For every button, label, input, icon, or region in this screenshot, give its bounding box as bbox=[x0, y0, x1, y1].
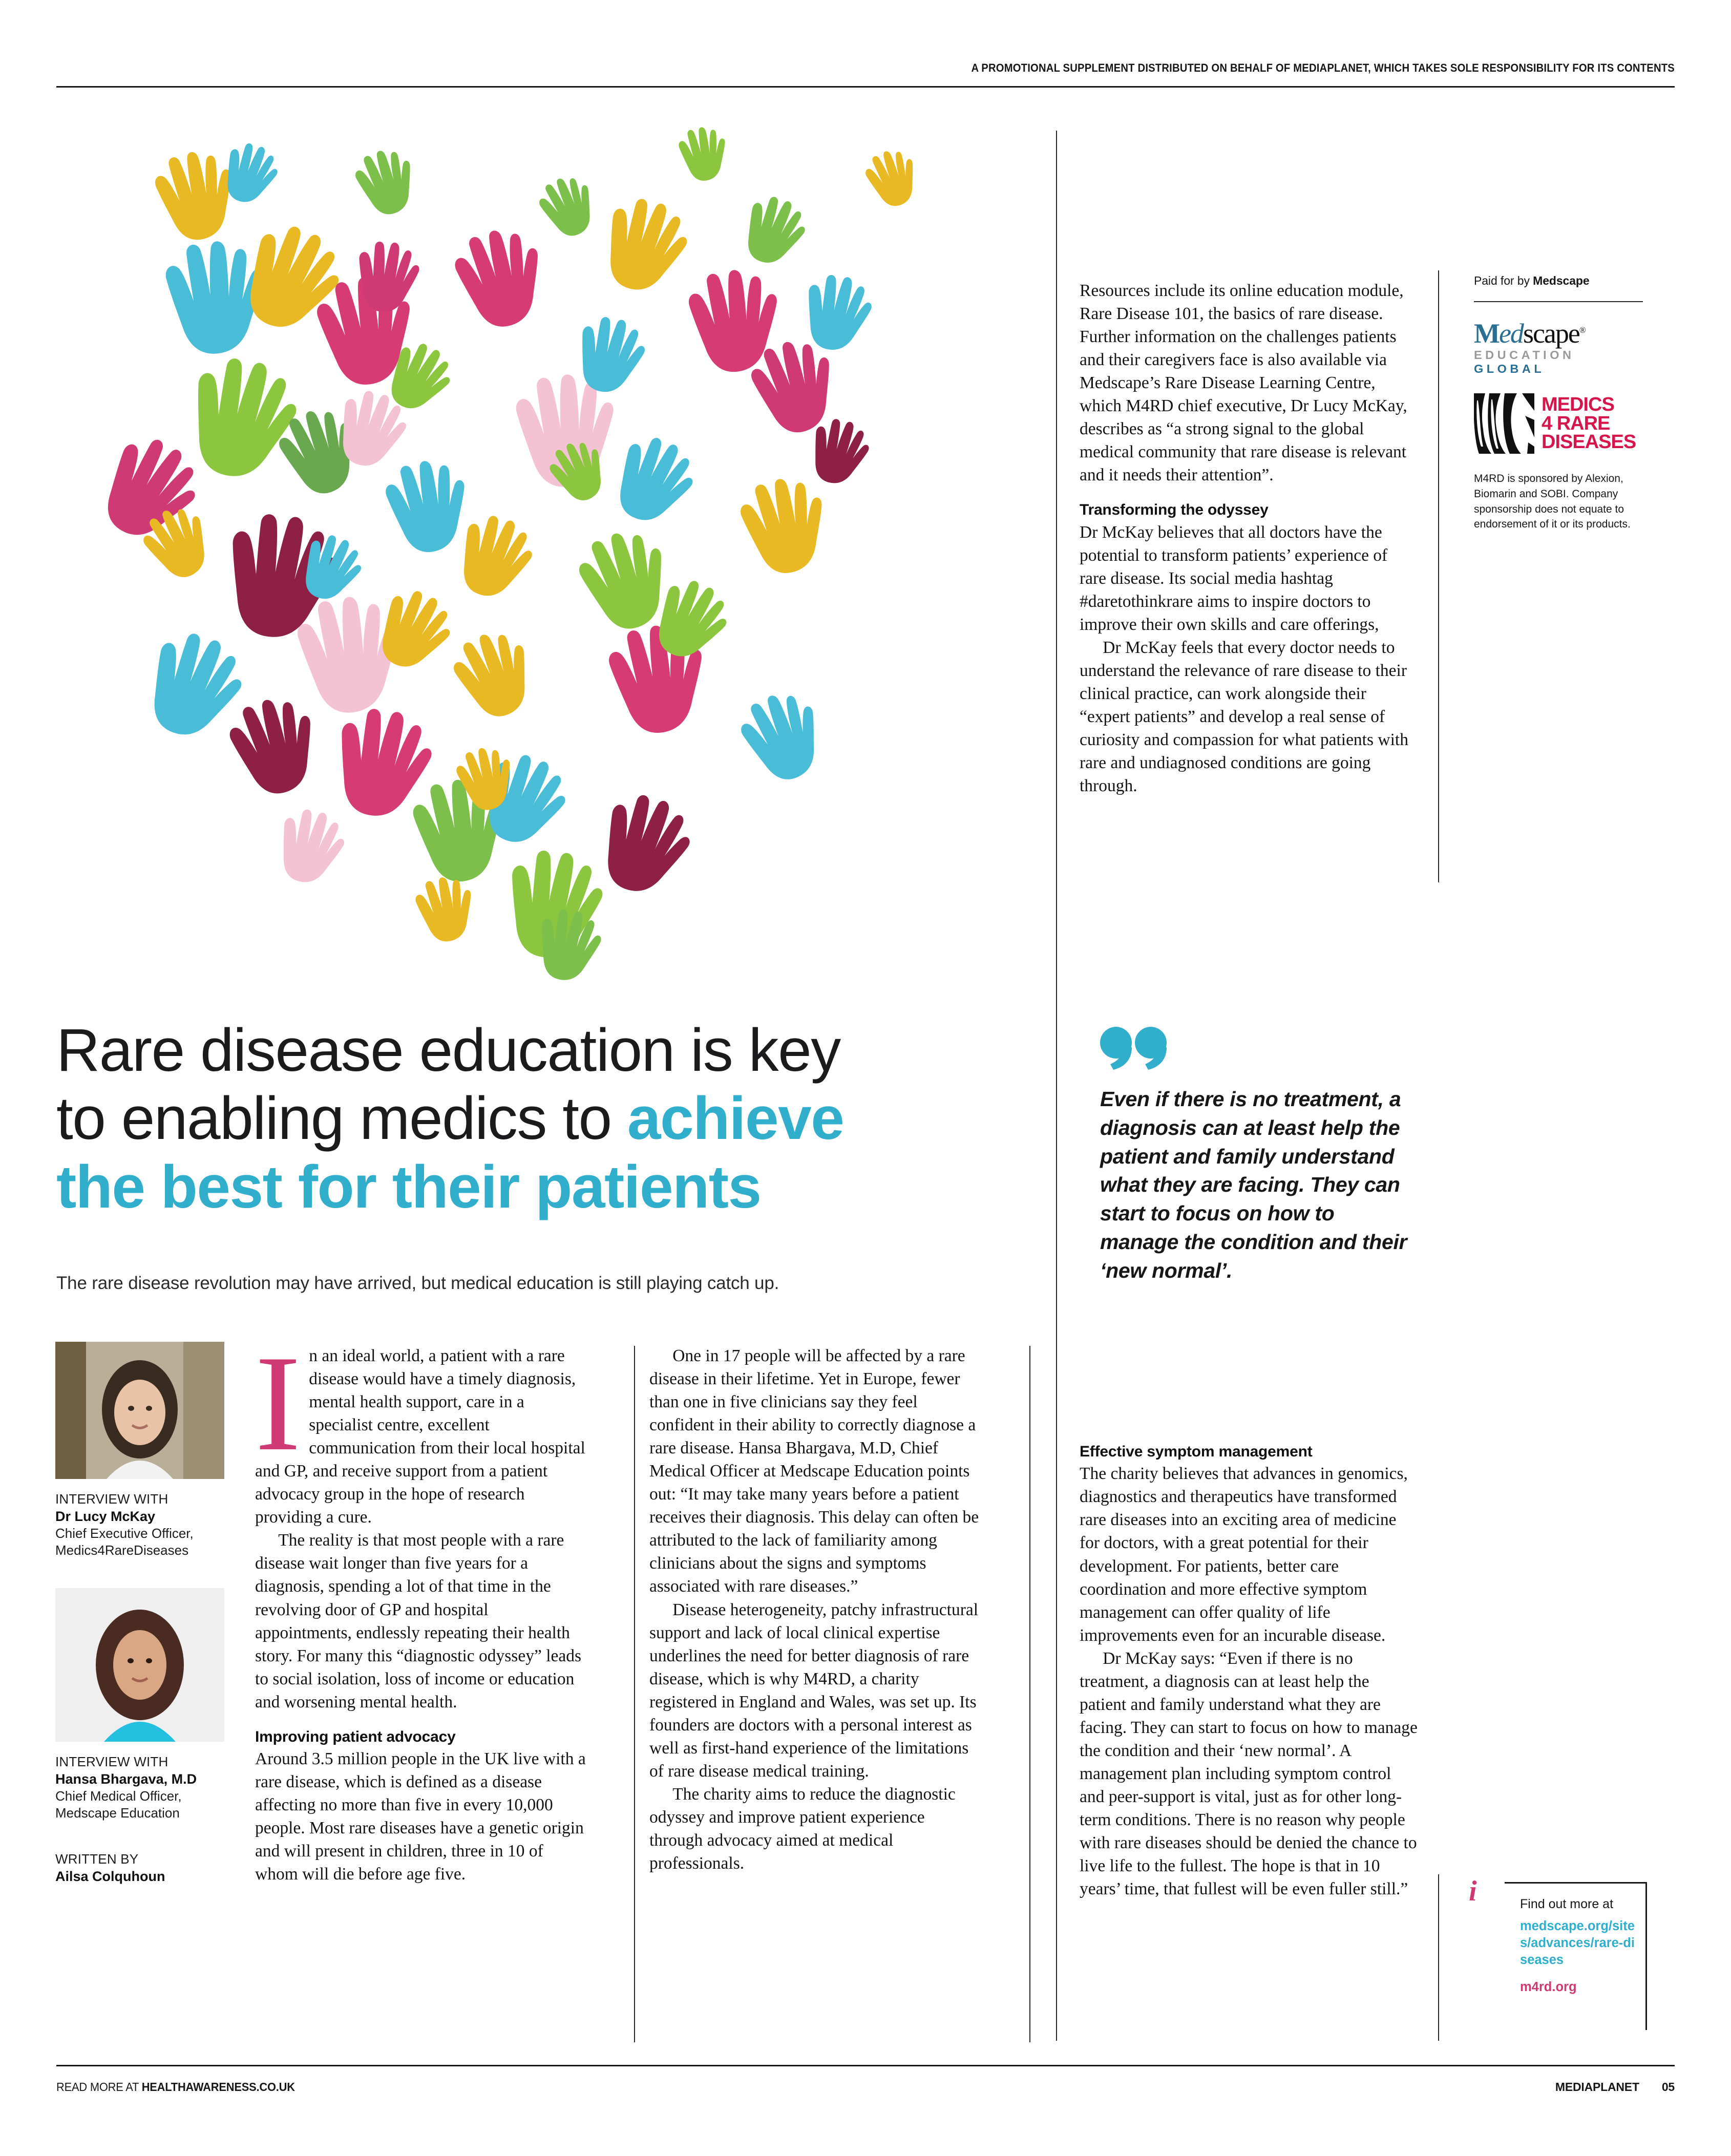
paragraph bbox=[255, 1327, 587, 1529]
sponsor-rail bbox=[1474, 274, 1643, 532]
top-disclaimer-bar bbox=[56, 61, 1675, 88]
writer-name: Ailsa Colquhoun bbox=[55, 1868, 165, 1884]
sponsor-divider-bottom bbox=[1438, 1874, 1439, 2041]
body-column-1 bbox=[255, 1327, 587, 1886]
footer-divider bbox=[56, 2065, 1675, 2066]
paragraph: The charity aims to reduce the diagnostic odyssey and improve patient experience through advocacy aimed at medical professionals. bbox=[649, 1784, 956, 1873]
column-divider-2 bbox=[1029, 1346, 1030, 2042]
paragraph: The charity believes that advances in genomics, diagnostics and therapeutics have transformed rare diseases into an exciting area of medicine for doctors, with a great potential for their development. For patients, better care coordination and more effective symptom management can offer quality of life improvements even for an incurable disease. bbox=[1080, 1464, 1408, 1645]
medscape-global-word: GLOBAL bbox=[1474, 362, 1545, 375]
interview-with-label-1: INTERVIEW WITH bbox=[55, 1491, 168, 1507]
m4rd-line-3: DISEASES bbox=[1542, 431, 1636, 453]
interviewee-role-1-line2: Medics4RareDiseases bbox=[55, 1542, 189, 1558]
body-column-3 bbox=[1080, 279, 1412, 797]
avatar-hansa-bhargava bbox=[55, 1588, 224, 1742]
paragraph-text: n an ideal world, a patient with a rare disease would have a timely diagnosis, mental health support, care in a specialist centre, excellent communication from their local hospital and GP, and receive support from a patient advocacy group in the hope of research providing a cure. bbox=[255, 1346, 585, 1527]
m4rd-line-2: 4 RARE bbox=[1542, 412, 1610, 434]
read-more-line bbox=[56, 2080, 295, 2094]
sponsor-divider-top bbox=[1438, 270, 1439, 882]
paid-for-prefix: Paid for by bbox=[1474, 274, 1533, 287]
byline-rail bbox=[55, 1342, 240, 1885]
medscape-education-word: EDUCATION bbox=[1474, 348, 1575, 362]
article-headline bbox=[56, 1017, 1029, 1221]
medscape-letters-ed: ed bbox=[1498, 318, 1523, 349]
m4rd-url-link[interactable]: m4rd.org bbox=[1520, 1980, 1577, 1995]
subhead-effective-symptom-management: Effective symptom management bbox=[1080, 1443, 1313, 1460]
body-column-2 bbox=[649, 1344, 981, 1875]
sponsor-divider bbox=[1474, 301, 1643, 302]
promotional-disclaimer: A PROMOTIONAL SUPPLEMENT DISTRIBUTED ON BEHALF OF MEDIAPLANET, WHICH TAKES SOLE RESPONSIBILITY FOR ITS CONTENTS bbox=[971, 61, 1675, 74]
medscape-subline bbox=[1474, 348, 1643, 376]
quote-mark-icon bbox=[1100, 1027, 1418, 1078]
headline-line-3-accent: the best for their patients bbox=[56, 1153, 761, 1221]
paragraph: Disease heterogeneity, patchy infrastructural support and lack of local clinical expertise underlines the need for better diagnosis of rare disease, which is why M4RD, a charity registered in England and Wales, was set up. Its founders are doctors with a personal interest as well as first-hand experience of the limitations of rare disease medical training. bbox=[649, 1600, 979, 1781]
body-column-4 bbox=[1080, 1442, 1418, 1900]
medscape-letter-m: M bbox=[1474, 318, 1499, 349]
interviewee-role-1-line1: Chief Executive Officer, bbox=[55, 1525, 194, 1541]
interview-with-label-2: INTERVIEW WITH bbox=[55, 1754, 168, 1770]
paragraph: One in 17 people will be affected by a rare disease in their lifetime. Yet in Europe, fewer than one in five clinicians say they feel confident in their ability to correctly diagnose a rare disease. Hansa Bhargava, M.D, Chief Medical Officer at Medscape Education points out: “It may take many years before a patient receives their diagnosis. This delay can often be attributed to the lack of familiarity among clinicians about the signs and symptoms associated with rare diseases.” bbox=[649, 1346, 979, 1596]
headline-line-1: Rare disease education is key bbox=[56, 1017, 840, 1084]
page-number: 05 bbox=[1661, 2080, 1675, 2094]
subhead-transforming-the-odyssey: Transforming the odyssey bbox=[1080, 501, 1269, 519]
zebra-stripes-icon bbox=[1474, 393, 1534, 454]
pull-quote bbox=[1100, 1027, 1418, 1285]
top-divider bbox=[56, 86, 1675, 88]
page-footer bbox=[56, 2080, 1675, 2094]
publisher-brand: MEDIAPLANET bbox=[1555, 2080, 1639, 2094]
medscape-education-global-logo bbox=[1474, 320, 1643, 376]
subhead-improving-patient-advocacy: Improving patient advocacy bbox=[255, 1728, 456, 1745]
sponsorship-note: M4RD is sponsored by Alexion, Biomarin and SOBI. Company sponsorship does not equate to endorsement of it or its products. bbox=[1474, 473, 1631, 531]
medics-4-rare-diseases-logo bbox=[1474, 393, 1643, 454]
avatar-dr-lucy-mckay bbox=[55, 1342, 224, 1479]
headline-line-2-plain: to enabling medics to bbox=[56, 1085, 627, 1153]
interviewee-role-2-line1: Chief Medical Officer, bbox=[55, 1788, 182, 1804]
medscape-url-link[interactable]: medscape.org/sites/advances/rare-diseases bbox=[1520, 1919, 1635, 1968]
m4rd-line-1: MEDICS bbox=[1542, 394, 1614, 416]
paragraph: The reality is that most people with a rare disease wait longer than five years for a diagnosis, spending a lot of that time in the revolving door of GP and hospital appointments, endlessly repeating their health story. For many this “diagnostic odyssey” leads to social isolation, loss of income or education and worsening mental health. bbox=[255, 1531, 582, 1711]
medscape-letters-scape: scape bbox=[1523, 318, 1579, 349]
paragraph: Resources include its online education module, Rare Disease 101, the basics of rare disease. Further information on the challenges patients and their caregivers face is also available via Medscape’s Rare Disease Learning Centre, which M4RD chief executive, Dr Lucy McKay, describes as “a strong signal to the global medical community that rare disease is relevant and it needs their attention”. bbox=[1080, 281, 1407, 485]
registered-trademark-icon: ® bbox=[1579, 325, 1585, 335]
interviewee-name-2: Hansa Bhargava, M.D bbox=[55, 1771, 197, 1787]
standfirst: The rare disease revolution may have arrived, but medical education is still playing catch up. bbox=[56, 1273, 779, 1293]
footer-brand-block bbox=[1555, 2080, 1675, 2094]
column-divider-1 bbox=[634, 1346, 635, 2042]
drop-cap: I bbox=[255, 1327, 301, 1479]
m4rd-wordmark bbox=[1542, 393, 1636, 454]
headline-text bbox=[56, 1017, 1029, 1221]
paid-for-line bbox=[1474, 274, 1643, 288]
paragraph: Dr McKay believes that all doctors have the potential to transform patients’ experience of rare disease. Its social media hashtag #daretothinkrare aims to inspire doctors to improve their own skills and care offerings, bbox=[1080, 522, 1388, 634]
paragraph: Dr McKay says: “Even if there is no treatment, a diagnosis can at least help the patient and family understand what they are facing. They can start to focus on how to manage the condition and their ‘new normal’. A management plan including symptom control and peer-support is vital, just as for other long-term conditions. There is no reason why people with rare diseases should be denied the chance to live life to the fullest. The hope is that in 10 years’ time, that fullest will be even fuller still.” bbox=[1080, 1648, 1418, 1899]
headline-line-2-accent: achieve bbox=[627, 1085, 844, 1153]
find-out-more-box bbox=[1505, 1882, 1647, 2030]
interviewee-name-1: Dr Lucy McKay bbox=[55, 1509, 156, 1524]
paid-for-brand: Medscape bbox=[1533, 274, 1590, 287]
paragraph: Dr McKay feels that every doctor needs to understand the relevance of rare disease to their clinical practice, can work alongside their “expert patients” and develop a real sense of curiosity and compassion for what patients with rare and undiagnosed conditions are going through. bbox=[1080, 638, 1408, 796]
medscape-wordmark bbox=[1474, 320, 1643, 347]
rail-spacer-1 bbox=[55, 1558, 240, 1588]
read-more-prefix: READ MORE AT bbox=[56, 2080, 142, 2094]
column-divider-3 bbox=[1056, 131, 1057, 2041]
find-out-more-block bbox=[1469, 1875, 1647, 2030]
rail-spacer-2 bbox=[55, 1822, 240, 1851]
interviewee-role-2-line2: Medscape Education bbox=[55, 1805, 180, 1821]
info-icon: i bbox=[1469, 1875, 1477, 1907]
find-out-more-label: Find out more at bbox=[1520, 1897, 1614, 1911]
handprint-illustration bbox=[92, 123, 1045, 994]
read-more-site[interactable]: HEALTHAWARENESS.CO.UK bbox=[141, 2080, 295, 2094]
written-by-label: WRITTEN BY bbox=[55, 1851, 139, 1867]
paragraph: Around 3.5 million people in the UK live with a rare disease, which is defined as a disease affecting no more than five in every 10,000 people. Most rare diseases have a genetic origin and will present in children, three in 10 of whom will die before age five. bbox=[255, 1749, 586, 1884]
pull-quote-text: Even if there is no treatment, a diagnosis can at least help the patient and family understand what they are facing. They can start to focus on how to manage the condition and their ‘new normal’. bbox=[1100, 1087, 1407, 1282]
